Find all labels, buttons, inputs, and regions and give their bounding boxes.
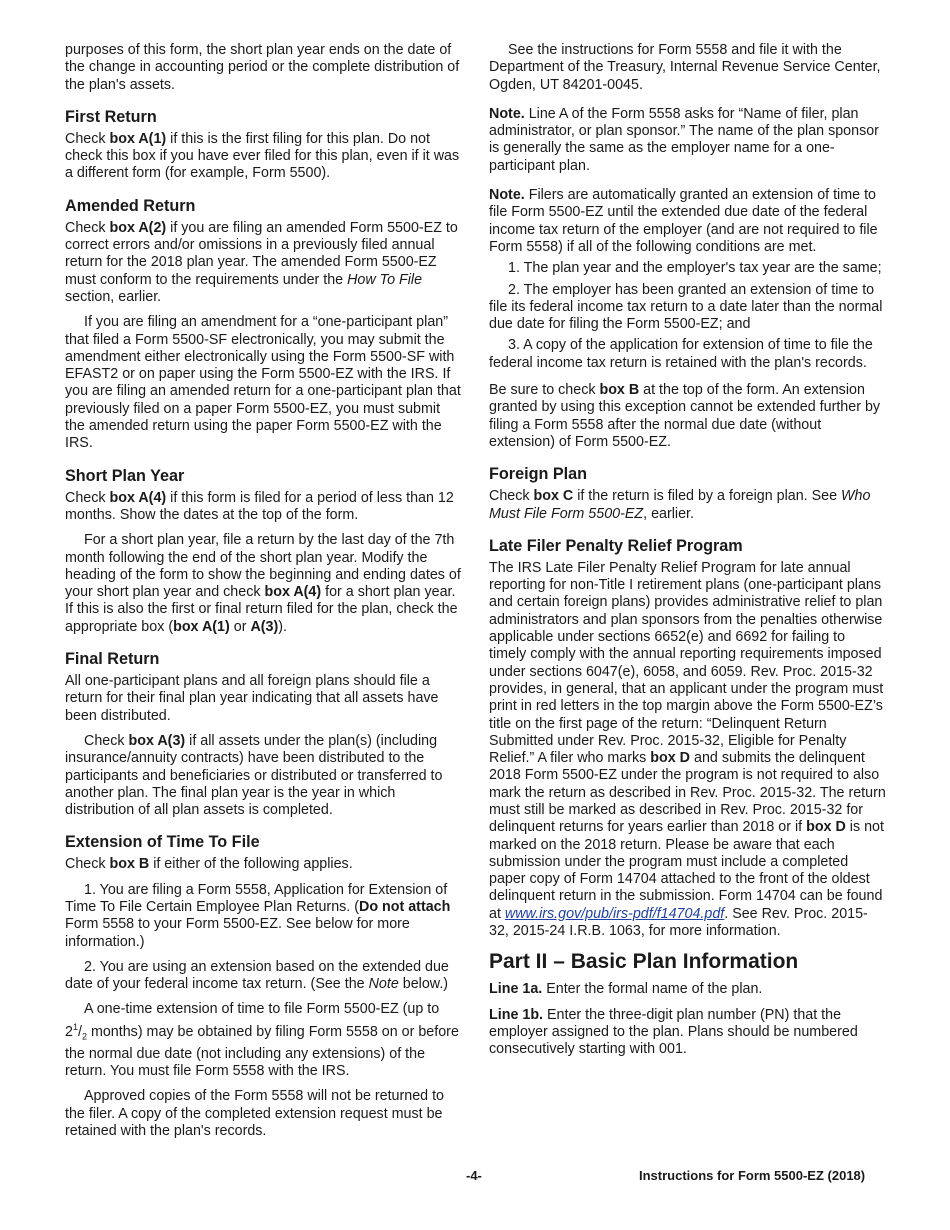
extension-heading: Extension of Time To File xyxy=(65,833,260,852)
amended-return-paragraph-2: If you are filing an amendment for a “one-participant plan” that filed a Form 5500-SF electronically, you may submit the amendment either electronically using the Form 5500-SF with EFAST2 or on paper using the Form 5500-EZ with the IRS. If you are filing an amended return for a one-participant plan that previously filed on a paper Form 5500-EZ, you must submit the amended return using the paper Form 5500-EZ with the IRS. xyxy=(65,314,461,452)
foreign-plan-heading: Foreign Plan xyxy=(489,465,588,484)
extension-item-1: 1. You are filing a Form 5558, Application for Extension of Time To File Certain Employee Plan Returns. (Do not attach Form 5558 to your Form 5500-EZ. See below for more information.) xyxy=(65,881,451,950)
footer-form-title: Instructions for Form 5500-EZ (2018) xyxy=(639,1168,866,1183)
condition-3: 3. A copy of the application for extension of time to file the federal income tax return is retained with the plan's records. xyxy=(489,337,873,371)
condition-1: 1. The plan year and the employer's tax year are the same; xyxy=(508,260,882,277)
part-2-heading: Part II – Basic Plan Information xyxy=(489,950,799,974)
see-instructions-paragraph: See the instructions for Form 5558 and file it with the Department of the Treasury, Internal Revenue Service Center, Ogden, UT 84201-0045. xyxy=(489,42,881,93)
amended-return-heading: Amended Return xyxy=(65,196,196,215)
box-b-paragraph: Be sure to check box B at the top of the form. An extension granted by using this exception cannot be extended further by filing a Form 5558 after the normal due date (without extension) of Form 5500-EZ. xyxy=(489,382,881,450)
amended-return-paragraph-1: Check box A(2) if you are filing an amended Form 5500-EZ to correct errors and/or omissions in a previously filed annual return for the 2018 plan year. The amended Form 5500-EZ must conform to the requirements under the How To File section, earlier. xyxy=(65,219,458,305)
final-return-paragraph-1: All one-participant plans and all foreign plans should file a return for their final plan year indicating that all assets have been distributed. xyxy=(65,673,439,724)
extension-paragraph-1: Check box B if either of the following applies. xyxy=(65,856,353,873)
late-filer-paragraph: The IRS Late Filer Penalty Relief Program for late annual reporting for non-Title I retirement plans (one-participant plans and certain foreign plans) provides administrative relief to plan administrators and plan sponsors from the penalties otherwise applicable under sections 6652(e) and 6692 for failing to timely comply with the annual reporting requirements imposed under sections 6047(e), 6058, and 6059. Rev. Proc. 2015-32 provides, in general, that an applicant under the program must print in red letters in the top margin above the Form 5500-EZ’s title on the first page of the return: “Delinquent Return Submitted under Rev. Proc. 2015-32, Eligible for Penalty Relief.” A filer who marks box D and submits the delinquent 2018 Form 5500-EZ under the program is not required to also mark the return as described in Rev. Proc. 2015-32. The return must still be marked as described in Rev. Proc. 2015-32 for delinquent returns for years earlier than 2018 or if box D is not marked on the 2018 return. Please be aware that each submission under the program must include a completed paper copy of Form 14704 attached to the front of the oldest delinquent return in the submission. Form 14704 can be found at www.irs.gov/pub/irs-pdf/f14704.pdf. See Rev. Proc. 2015-32, 2015-24 I.R.B. 1063, for more information. xyxy=(489,559,886,940)
intro-paragraph: purposes of this form, the short plan year ends on the date of the change in accounting period or the complete distribution of the plan's assets. xyxy=(65,42,460,93)
note-paragraph-2: Note. Filers are automatically granted an extension of time to file Form 5500-EZ until the extended due date of the federal income tax return of the employer (and are not required to file Form 5558) if all of the following conditions are met. xyxy=(489,187,878,255)
condition-2: 2. The employer has been granted an extension of time to file its federal income tax return to a date later than the normal due date for filing the Form 5500-EZ; and xyxy=(489,281,883,333)
extension-paragraph-2: A one-time extension of time to file Form 5500-EZ (up to $2^1/_2$ months) may be obtained by filing Form 5558 on or before the normal due date (not including any extensions) of the return. You must file Form 5558 with the IRS. xyxy=(65,1001,459,1079)
right-column xyxy=(489,42,886,1067)
short-plan-year-paragraph-1: Check box A(4) if this form is filed for a period of less than 12 months. Show the dates at the top of the form. xyxy=(65,489,454,523)
left-column xyxy=(65,42,462,1148)
line-1b-paragraph: Line 1b. Enter the three-digit plan number (PN) that the employer assigned to the plan. Plans should be numbered consecutively starting with 001. xyxy=(489,1006,858,1058)
first-return-paragraph: Check box A(1) if this is the first filing for this plan. Do not check this box if you have ever filed for this plan, even if it was a different form (for example, Form 5500). xyxy=(65,130,460,182)
final-return-heading: Final Return xyxy=(65,650,160,669)
note-paragraph-1: Note. Line A of the Form 5558 asks for “Name of filer, plan administrator, or plan sponsor.” The name of the plan sponsor is generally the same as the employer name for a one-participant plan. xyxy=(489,105,879,174)
extension-item-2: 2. You are using an extension based on the extended due date of your federal income tax return. (See the Note below.) xyxy=(65,958,449,993)
final-return-paragraph-2: Check box A(3) if all assets under the plan(s) (including insurance/annuity contracts) have been distributed to the participants and beneficiaries or distributed or transferred to another plan. The final plan year is the year in which distribution of all plan assets is completed. xyxy=(65,732,443,819)
late-filer-heading: Late Filer Penalty Relief Program xyxy=(489,536,743,555)
short-plan-year-heading: Short Plan Year xyxy=(65,466,185,485)
form-14704-link[interactable]: www.irs.gov/pub/irs-pdf/f14704.pdf xyxy=(504,905,725,922)
short-plan-year-paragraph-2: For a short plan year, file a return by the last day of the 7th month following the end of the short plan year. Modify the heading of the form to show the beginning and ending dates of your short plan year and check box A(4) for a short plan year. If this is also the first or final return filed for the plan, check the appropriate box (box A(1) or A(3)). xyxy=(65,532,461,635)
first-return-heading: First Return xyxy=(65,107,157,126)
foreign-plan-paragraph: Check box C if the return is filed by a foreign plan. See Who Must File Form 5500-EZ, earlier. xyxy=(489,488,871,522)
extension-paragraph-3: Approved copies of the Form 5558 will not be returned to the filer. A copy of the completed extension request must be retained with the plan's records. xyxy=(65,1088,445,1139)
page-number: -4- xyxy=(466,1168,482,1183)
line-1a-paragraph: Line 1a. Enter the formal name of the plan. xyxy=(489,981,763,998)
